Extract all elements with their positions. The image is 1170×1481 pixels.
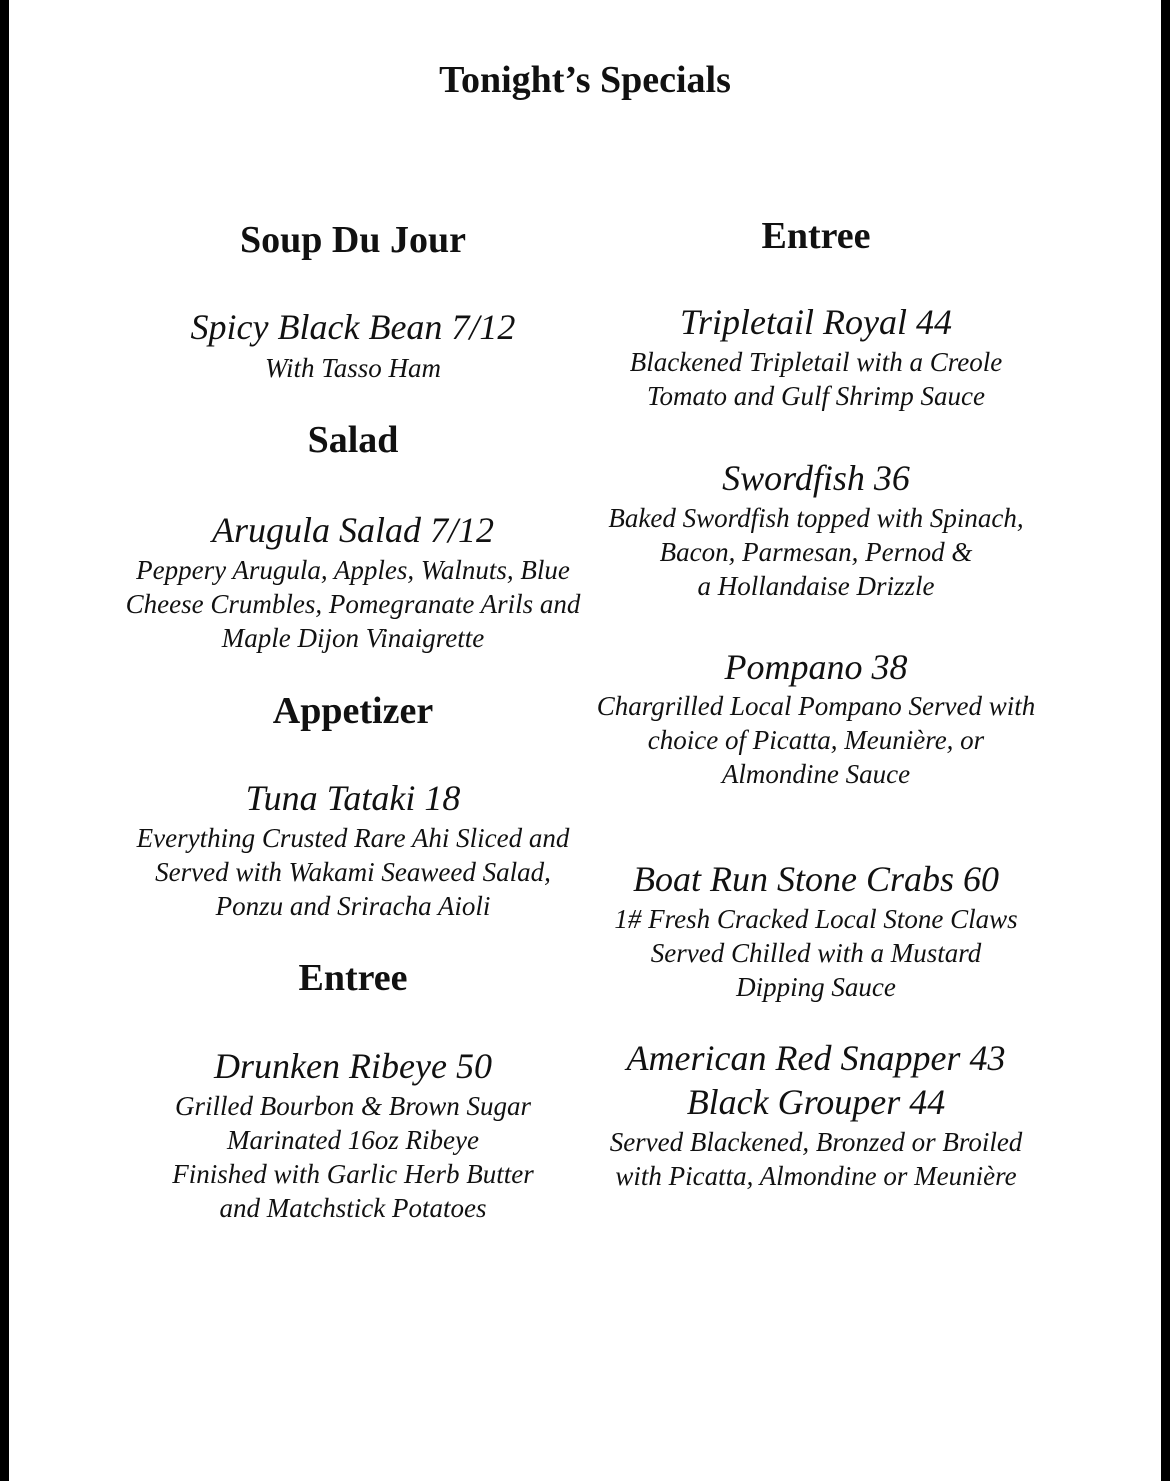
stone-crabs-description (566, 902, 1066, 1004)
ribeye-description-line: and Matchstick Potatoes (219, 1193, 487, 1223)
soup-description (113, 351, 593, 385)
swordfish-name: Swordfish 36 (722, 458, 910, 498)
pompano-description (556, 689, 1076, 791)
salad-name: Arugula Salad 7/12 (211, 510, 494, 550)
appetizer-description-line: Everything Crusted Rare Ahi Sliced and (136, 823, 570, 853)
tripletail-description-line: Blackened Tripletail with a Creole (629, 347, 1003, 377)
pompano-description-line: Chargrilled Local Pompano Served with (596, 691, 1036, 721)
soup-description-line: With Tasso Ham (264, 353, 442, 383)
swordfish-description (566, 501, 1066, 603)
fish-description-line: with Picatta, Almondine or Meunière (615, 1161, 1017, 1191)
stone-crabs-description-line: 1# Fresh Cracked Local Stone Claws (614, 904, 1018, 934)
swordfish-description-line: Baked Swordfish topped with Spinach, (608, 503, 1024, 533)
soup-heading: Soup Du Jour (240, 219, 466, 261)
fish-description-line: Served Blackened, Bronzed or Broiled (609, 1127, 1023, 1157)
black-grouper-name: Black Grouper 44 (686, 1082, 946, 1122)
tripletail-description (566, 345, 1066, 413)
page-title: Tonight’s Specials (439, 59, 731, 101)
appetizer-heading: Appetizer (272, 690, 434, 732)
ribeye-description-line: Finished with Garlic Herb Butter (172, 1159, 534, 1189)
ribeye-description-line: Grilled Bourbon & Brown Sugar (174, 1091, 531, 1121)
salad-description-line: Maple Dijon Vinaigrette (221, 623, 485, 653)
entree-heading-right: Entree (761, 215, 871, 257)
appetizer-description (103, 821, 603, 923)
swordfish-description-line: Bacon, Parmesan, Pernod & (659, 537, 973, 567)
pompano-name: Pompano 38 (724, 647, 908, 687)
red-snapper-name: American Red Snapper 43 (626, 1038, 1006, 1078)
salad-description (103, 553, 603, 655)
swordfish-description-line: a Hollandaise Drizzle (697, 571, 935, 601)
salad-description-line: Peppery Arugula, Apples, Walnuts, Blue (136, 555, 570, 585)
appetizer-description-line: Served with Wakami Seaweed Salad, (155, 857, 551, 887)
salad-heading: Salad (307, 419, 399, 461)
appetizer-name: Tuna Tataki 18 (245, 778, 461, 818)
entree-heading-left: Entree (298, 957, 408, 999)
stone-crabs-name: Boat Run Stone Crabs 60 (633, 859, 999, 899)
pompano-description-line: choice of Picatta, Meunière, or (647, 725, 985, 755)
menu-page (9, 0, 1161, 1481)
pompano-description-line: Almondine Sauce (721, 759, 911, 789)
stone-crabs-description-line: Dipping Sauce (736, 972, 896, 1002)
ribeye-description (113, 1089, 593, 1225)
appetizer-description-line: Ponzu and Sriracha Aioli (215, 891, 491, 921)
salad-description-line: Cheese Crumbles, Pomegranate Arils and (125, 589, 581, 619)
stone-crabs-description-line: Served Chilled with a Mustard (650, 938, 982, 968)
ribeye-name: Drunken Ribeye 50 (214, 1046, 492, 1086)
soup-name: Spicy Black Bean 7/12 (190, 307, 516, 347)
fish-description (566, 1125, 1066, 1193)
tripletail-name: Tripletail Royal 44 (679, 302, 952, 342)
ribeye-description-line: Marinated 16oz Ribeye (227, 1125, 479, 1155)
tripletail-description-line: Tomato and Gulf Shrimp Sauce (646, 381, 985, 411)
